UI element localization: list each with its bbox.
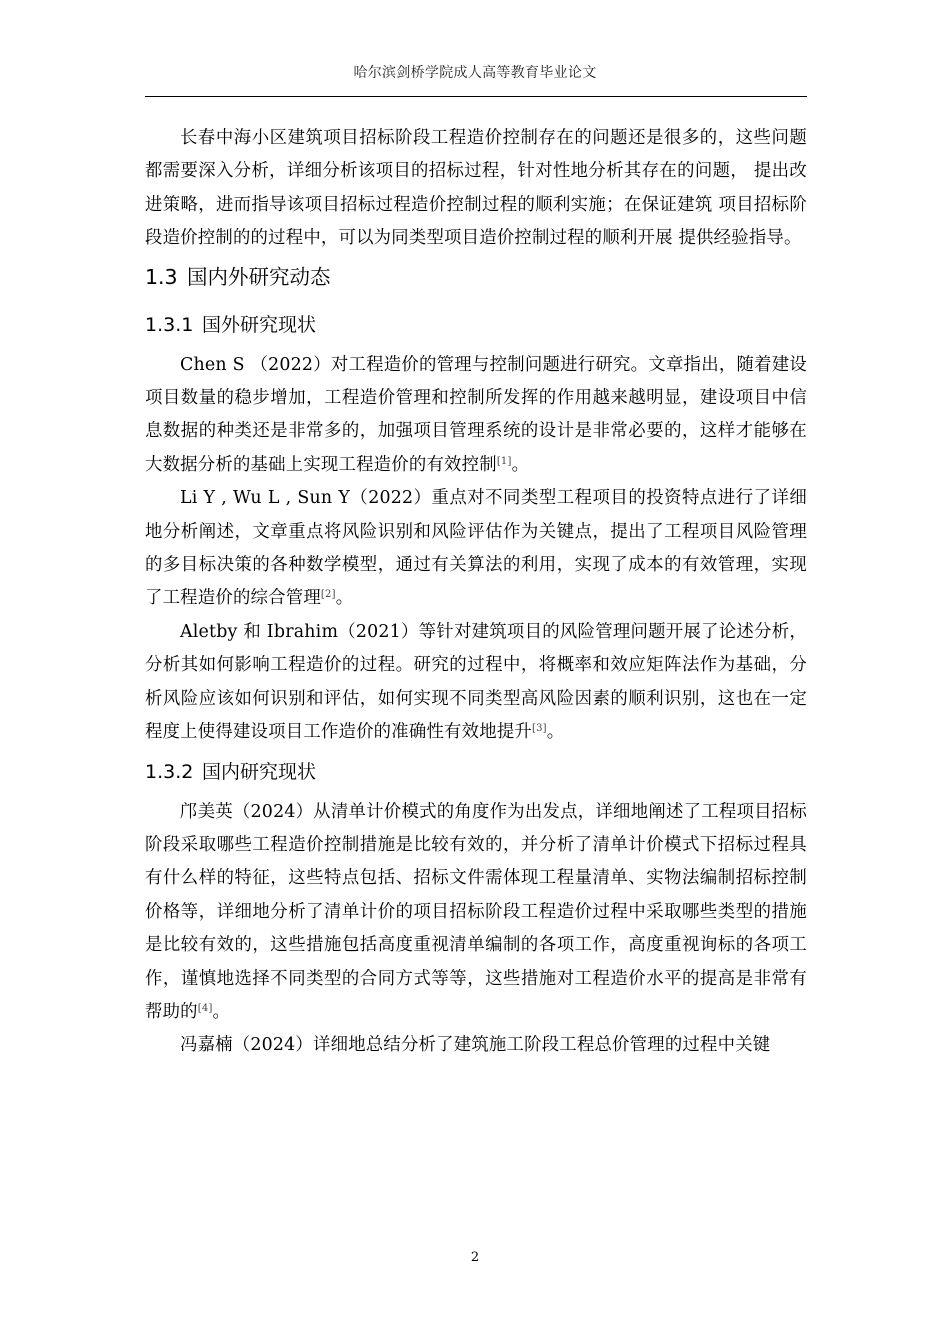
page-header: 哈尔滨剑桥学院成人高等教育毕业论文	[353, 65, 597, 81]
subsection-number: 1.3.1	[145, 313, 194, 336]
citation-ref: [1]	[496, 455, 512, 467]
paragraph-aletby	[145, 616, 807, 750]
citation-ref: [3]	[532, 723, 547, 735]
paragraph-end: 。	[335, 588, 354, 609]
subsection-heading-1-3-2	[145, 750, 807, 796]
paragraph-feng	[145, 1029, 807, 1062]
subsection-number: 1.3.2	[145, 760, 194, 783]
subsection-heading-1-3-1	[145, 303, 807, 349]
section-heading-1-3	[145, 256, 807, 303]
paragraph-text: 冯嘉楠（2024）详细地总结分析了建筑施工阶段工程总价管理的过程中关键	[180, 1035, 771, 1056]
subsection-title: 国内研究现状	[202, 760, 317, 783]
paragraph-text: 邝美英（2024）从清单计价模式的角度作为出发点，详细地阐述了工程项目招标阶段采取哪些工程造价控制措施是比较有效的，并分析了清单计价模式下招标过程具有什么样的特征，这些特点包括、招标文件需体现工程量清单、实物法编制招标控制价格等，详细地分析了清单计价的项目招标阶段工程造价过程中采取哪些类型的措施是比较有效的，这些措施包括高度重视清单编制的各项工作，高度重视询标的各项工作，谨慎地选择不同类型的合同方式等等，这些措施对工程造价水平的提高是非常有帮助的	[145, 801, 807, 1022]
paragraph-chen	[145, 349, 807, 483]
page-number: 2	[470, 1250, 480, 1265]
document-body	[145, 122, 807, 1063]
paragraph-end: 。	[511, 454, 530, 475]
citation-ref: [4]	[197, 1002, 213, 1014]
intro-paragraph: 长春中海小区建筑项目招标阶段工程造价控制存在的问题还是很多的，这些问题都需要深入分析，详细分析该项目的招标过程，针对性地分析其存在的问题， 提出改进策略，进而指导该项目招标过程造价控制过程的顺利实施；在保证建筑 项目招标阶段造价控制的的过程中，可以为同类型项目造价控制过程的顺利开展 提供经验指导。	[145, 128, 807, 249]
paragraph-end: 。	[212, 1001, 231, 1022]
citation-ref: [2]	[320, 589, 336, 601]
section-title: 国内外研究动态	[187, 264, 331, 289]
paragraph-text: Aletby 和 Ibrahim（2021）等针对建筑项目的风险管理问题开展了论述分析，分析其如何影响工程造价的过程。研究的过程中，将概率和效应矩阵法作为基础，分析风险应该如何识别和评估，如何实现不同类型高风险因素的顺利识别，这也在一定程度上使得建设项目工作造价的准确性有效地提升	[145, 621, 807, 743]
section-number: 1.3	[145, 264, 178, 289]
header-divider	[145, 96, 807, 97]
paragraph-li	[145, 482, 807, 616]
paragraph-text: Li Y , Wu L , Sun Y（2022）重点对不同类型工程项目的投资特点进行了详细地分析阐述，文章重点将风险识别和风险评估作为关键点，提出了工程项目风险管理的多目标决策的各种数学模型，通过有关算法的利用，实现了成本的有效管理，实现了工程造价的综合管理	[145, 488, 807, 609]
paragraph-kuang	[145, 796, 807, 1030]
paragraph-end: 。	[546, 722, 565, 743]
subsection-title: 国外研究现状	[202, 313, 317, 336]
paragraph-text: Chen S （2022）对工程造价的管理与控制问题进行研究。文章指出，随着建设项目数量的稳步增加，工程造价管理和控制所发挥的作用越来越明显，建设项目中信息数据的种类还是非常多的，加强项目管理系统的设计是非常必要的，这样才能够在大数据分析的基础上实现工程造价的有效控制	[145, 354, 807, 475]
